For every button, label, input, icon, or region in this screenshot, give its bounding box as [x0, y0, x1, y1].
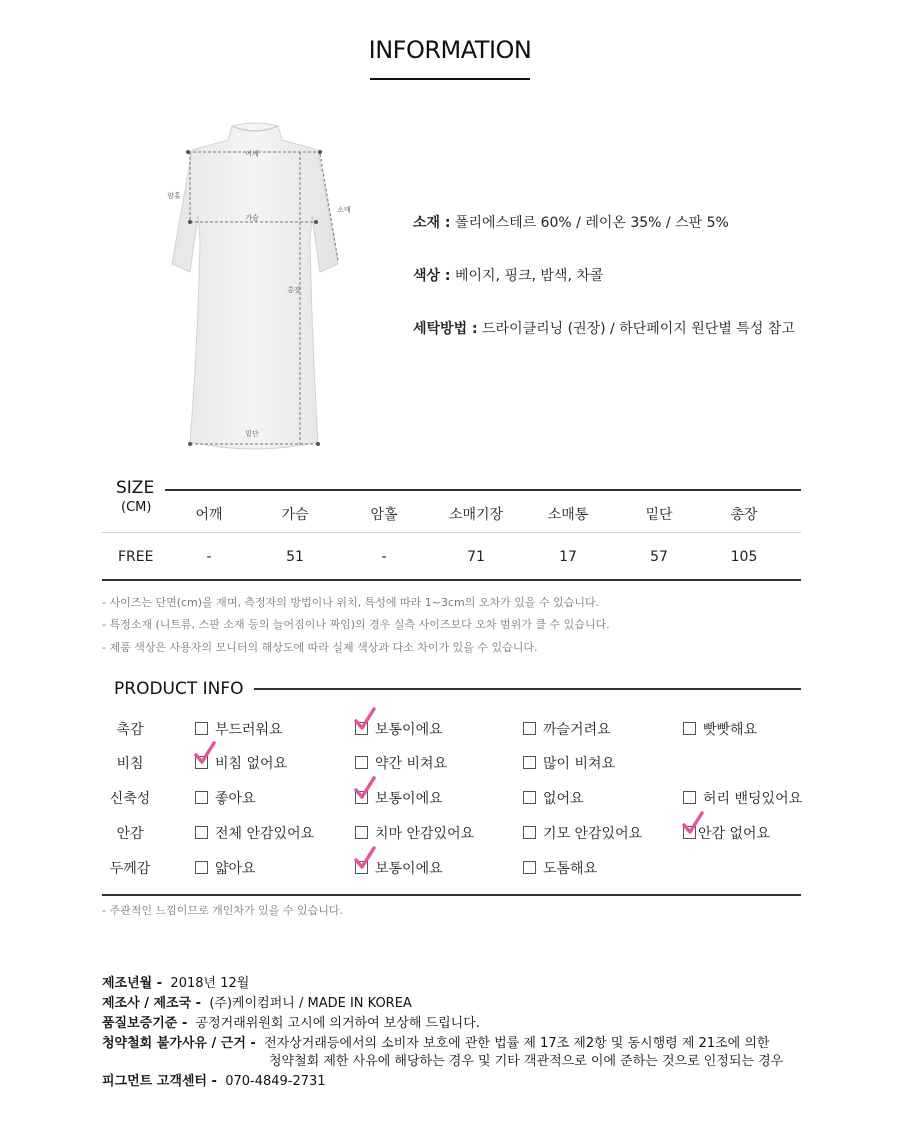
option-texture-rough[interactable] — [523, 719, 611, 739]
size-heading-rule — [165, 489, 801, 491]
option-label: 보통이에요 — [375, 861, 443, 877]
spec-value: 드라이클리닝 (권장) / 하단페이지 원단별 특성 참고 — [482, 321, 795, 337]
option-texture-stiff[interactable] — [683, 719, 757, 739]
option-lining-fleece[interactable] — [523, 823, 642, 843]
checkbox-icon[interactable] — [195, 861, 208, 874]
pi-label-stretch: 신축성 — [109, 791, 151, 807]
label-sleeve: 소매 — [337, 206, 351, 214]
size-cell: 17 — [559, 549, 577, 565]
footer-key: 피그먼트 고객센터 - — [102, 1074, 217, 1089]
option-label: 기모 안감있어요 — [543, 826, 643, 842]
checkbox-icon[interactable] — [355, 722, 368, 735]
checkbox-icon[interactable] — [195, 722, 208, 735]
checkbox-icon[interactable] — [523, 861, 536, 874]
option-label: 보통이에요 — [375, 722, 443, 738]
footer-key: 청약철회 불가사유 / 근거 - — [102, 1036, 256, 1051]
pi-label-lining: 안감 — [116, 826, 144, 842]
option-stretch-normal[interactable] — [355, 788, 443, 808]
checkbox-icon[interactable] — [683, 791, 696, 804]
size-cell: - — [206, 549, 212, 565]
checkbox-icon[interactable] — [523, 826, 536, 839]
option-thickness-thin[interactable] — [195, 858, 256, 878]
size-col-header: 소매기장 — [448, 507, 504, 523]
checkbox-icon[interactable] — [355, 861, 368, 874]
product-info-bottom-rule — [102, 894, 801, 896]
footer-row — [102, 992, 783, 1012]
label-shoulder: 어깨 — [245, 150, 259, 158]
option-sheer-slight[interactable] — [355, 753, 447, 773]
label-length: 총장 — [287, 286, 301, 294]
option-label: 빳빳해요 — [703, 722, 758, 738]
size-table-bottom-rule — [102, 579, 801, 581]
option-label: 없어요 — [543, 791, 584, 807]
checkbox-icon[interactable] — [683, 826, 696, 839]
size-col-header: 총장 — [730, 507, 758, 523]
option-stretch-none[interactable] — [523, 788, 584, 808]
page-title: INFORMATION — [368, 36, 532, 64]
pi-label-thickness: 두께감 — [109, 861, 151, 877]
option-stretch-good[interactable] — [195, 788, 256, 808]
checkbox-icon[interactable] — [523, 791, 536, 804]
checkmark-icon — [194, 741, 216, 765]
size-note: - 제품 색상은 사용자의 모니터의 해상도에 따라 실제 색상과 다소 차이가 있을 수 있습니다. — [102, 641, 538, 654]
spec-material — [413, 212, 795, 232]
label-chest: 가슴 — [245, 214, 259, 222]
option-texture-soft[interactable] — [195, 719, 283, 739]
size-col-header: 암홀 — [370, 507, 398, 523]
option-label: 안감 없어요 — [698, 826, 771, 842]
footer-value: 공정거래위원회 고시에 의거하여 보상해 드립니다. — [195, 1016, 480, 1031]
size-unit: (CM) — [121, 500, 152, 515]
product-info-heading: PRODUCT INFO — [114, 679, 244, 699]
size-col-header: 밑단 — [645, 507, 673, 523]
spec-key: 세탁방법 : — [413, 321, 478, 337]
option-lining-none[interactable] — [683, 823, 770, 843]
spec-key: 소재 : — [413, 215, 451, 231]
checkbox-icon[interactable] — [523, 722, 536, 735]
option-lining-skirt[interactable] — [355, 823, 474, 843]
option-label: 비침 없어요 — [215, 756, 288, 772]
footer-row — [102, 972, 783, 992]
checkmark-icon — [682, 811, 704, 835]
checkmark-icon — [354, 776, 376, 800]
option-label: 허리 밴딩있어요 — [703, 791, 803, 807]
footer-value: (주)케이컴퍼니 / MADE IN KOREA — [209, 996, 412, 1011]
size-cell: 51 — [286, 549, 304, 565]
size-table-divider — [102, 532, 801, 533]
size-heading: SIZE — [116, 478, 155, 498]
option-lining-full[interactable] — [195, 823, 314, 843]
garment-measurement-diagram — [140, 112, 370, 462]
size-cell: 105 — [730, 549, 758, 565]
checkbox-icon[interactable] — [355, 756, 368, 769]
pi-label-texture: 촉감 — [116, 722, 144, 738]
size-note: - 특정소재 (니트류, 스판 소재 등의 늘어짐이나 짜임)의 경우 실측 사이즈보다 오차 범위가 클 수 있습니다. — [102, 618, 610, 631]
option-label: 많이 비쳐요 — [543, 756, 616, 772]
product-info-note: - 주관적인 느낌이므로 개인차가 있을 수 있습니다. — [102, 904, 343, 917]
footer-value: 전자상거래등에서의 소비자 보호에 관한 법률 제 17조 제2항 및 동시행령 제 21조에 의한 — [264, 1036, 770, 1051]
option-label: 얇아요 — [215, 861, 256, 877]
size-cell: 57 — [650, 549, 668, 565]
option-sheer-much[interactable] — [523, 753, 615, 773]
checkbox-icon[interactable] — [195, 826, 208, 839]
footer-row — [102, 1070, 783, 1090]
size-cell: - — [381, 549, 387, 565]
option-label: 도톰해요 — [543, 861, 598, 877]
pi-label-sheerness: 비침 — [116, 756, 144, 772]
size-row-label: FREE — [118, 549, 154, 565]
size-col-header: 가슴 — [281, 507, 309, 523]
spec-value: 베이지, 핑크, 밤색, 차콜 — [454, 268, 604, 284]
checkbox-icon[interactable] — [355, 826, 368, 839]
checkbox-icon[interactable] — [523, 756, 536, 769]
footer-value: 청약철회 제한 사유에 해당하는 경우 및 기타 객관적으로 이에 준하는 것으로 인정되는 경우 — [269, 1054, 784, 1069]
footer-info — [102, 972, 783, 1090]
footer-key: 제조사 / 제조국 - — [102, 996, 202, 1011]
checkmark-icon — [354, 846, 376, 870]
option-label: 부드러워요 — [215, 722, 283, 738]
size-cell: 71 — [467, 549, 485, 565]
spec-color — [413, 265, 795, 285]
checkmark-icon — [354, 707, 376, 731]
title-underline — [370, 78, 530, 80]
footer-key: 제조년월 - — [102, 976, 163, 991]
checkbox-icon[interactable] — [355, 791, 368, 804]
checkbox-icon[interactable] — [683, 722, 696, 735]
option-label: 좋아요 — [215, 791, 256, 807]
footer-value: 2018년 12월 — [170, 976, 250, 991]
spec-washing — [413, 318, 795, 338]
option-label: 보통이에요 — [375, 791, 443, 807]
size-col-header: 어깨 — [195, 507, 223, 523]
footer-row — [102, 1050, 783, 1070]
option-sheer-none[interactable] — [195, 753, 287, 773]
label-hem: 밑단 — [245, 430, 259, 438]
label-armhole: 암홀 — [167, 192, 181, 200]
option-label: 치마 안감있어요 — [375, 826, 475, 842]
checkbox-icon[interactable] — [195, 791, 208, 804]
option-label: 전체 안감있어요 — [215, 826, 315, 842]
option-thickness-normal[interactable] — [355, 858, 443, 878]
option-label: 약간 비쳐요 — [375, 756, 448, 772]
option-label: 까슬거려요 — [543, 722, 611, 738]
option-stretch-waistband[interactable] — [683, 788, 802, 808]
footer-row — [102, 1012, 783, 1032]
option-texture-normal[interactable] — [355, 719, 443, 739]
footer-key: 품질보증기준 - — [102, 1016, 188, 1031]
checkbox-icon[interactable] — [195, 756, 208, 769]
footer-row — [102, 1032, 783, 1050]
spec-value: 폴리에스테르 60% / 레이온 35% / 스판 5% — [454, 215, 729, 231]
product-info-rule — [254, 688, 801, 690]
option-thickness-thick[interactable] — [523, 858, 597, 878]
spec-key: 색상 : — [413, 268, 451, 284]
spec-list — [413, 212, 795, 371]
footer-value: 070-4849-2731 — [225, 1074, 326, 1089]
size-note: - 사이즈는 단면(cm)을 재며, 측정자의 방법이나 위치, 특성에 따라 1~3cm의 오차가 있을 수 있습니다. — [102, 596, 600, 609]
size-col-header: 소매통 — [547, 507, 589, 523]
